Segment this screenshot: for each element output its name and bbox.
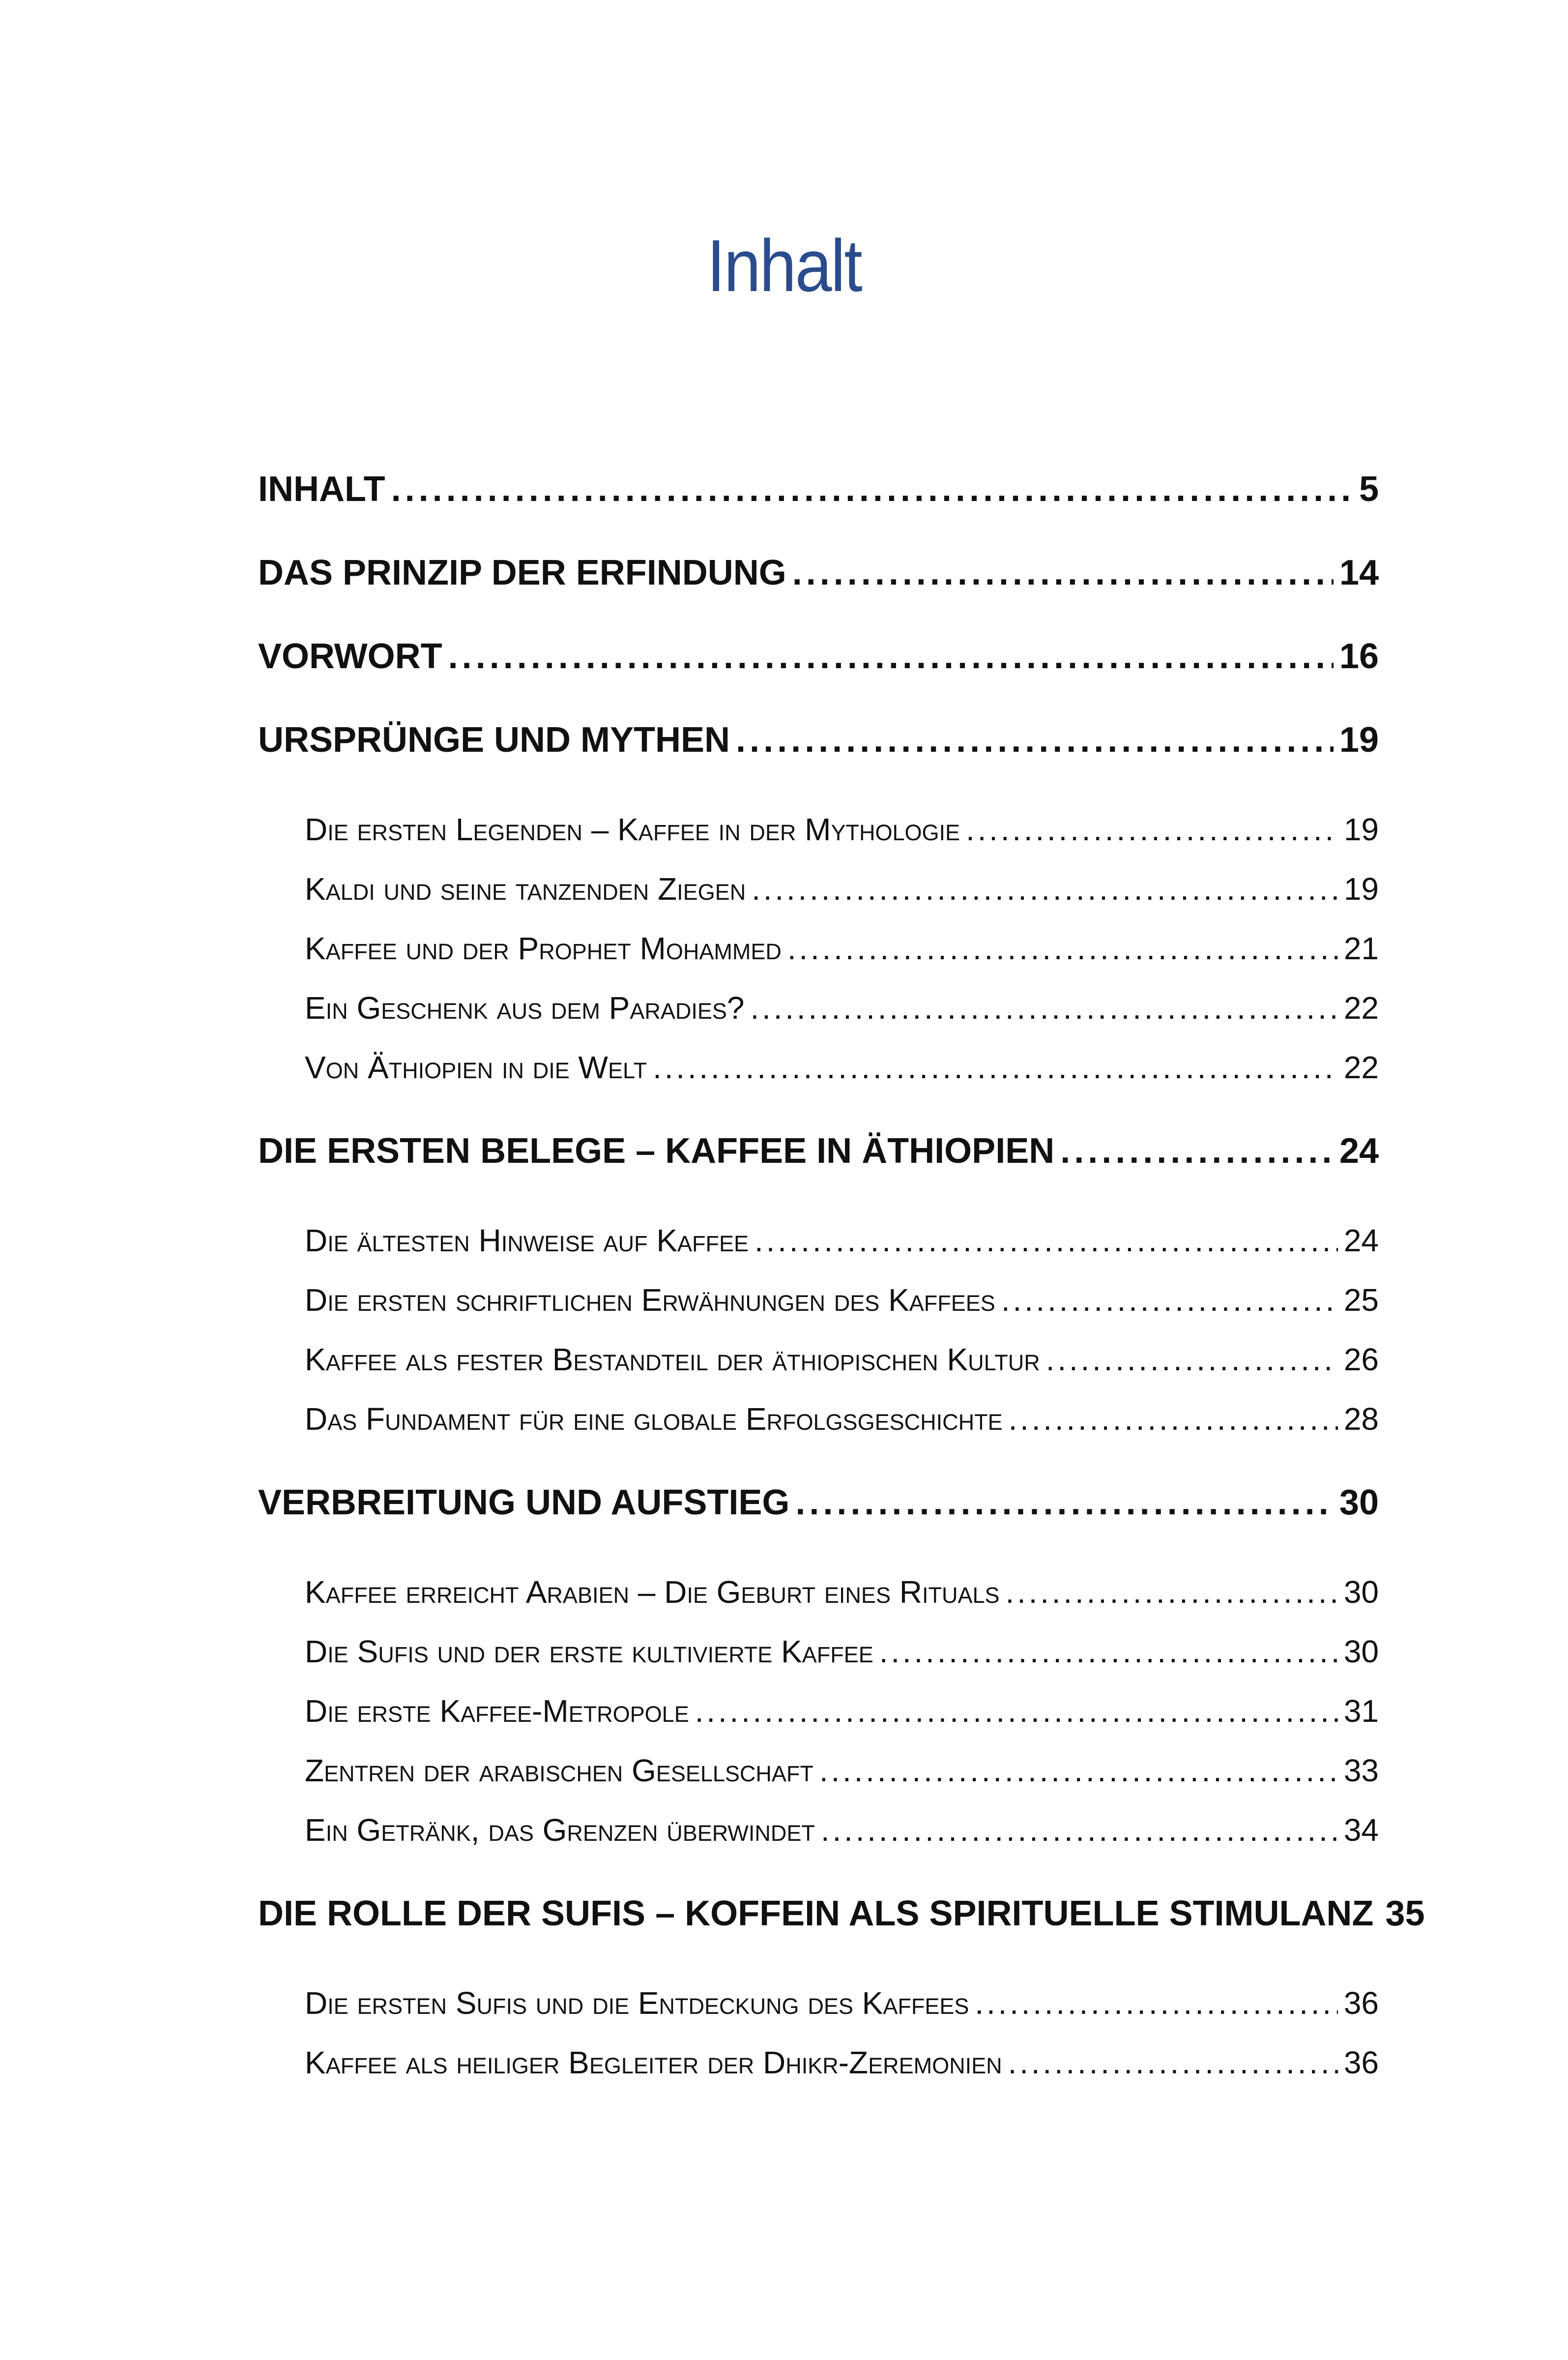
toc-section-entry[interactable] [305, 1216, 1379, 1275]
toc-page-number: 14 [1339, 553, 1379, 592]
toc-section-entry[interactable] [305, 805, 1379, 864]
toc-section-entry[interactable] [305, 1394, 1379, 1478]
toc-entry-label: Das Fundament für eine globale Erfolgsgeschichte [305, 1401, 1003, 1437]
toc-leader-dots [736, 715, 1334, 765]
page-title: Inhalt [706, 224, 862, 307]
toc-leader-dots [695, 1686, 1338, 1736]
toc-page-number: 30 [1339, 1483, 1379, 1522]
toc-chapter-entry[interactable] [258, 632, 1379, 715]
toc-page-number: 25 [1343, 1282, 1379, 1318]
toc-entry-label: Von Äthiopien in die Welt [305, 1050, 647, 1085]
toc-entry-label: Ein Geschenk aus dem Paradies? [305, 990, 745, 1026]
toc-entry-label: DAS PRINZIP DER ERFINDUNG [258, 553, 786, 592]
toc-entry-label: Die ältesten Hinweise auf Kaffee [305, 1223, 749, 1258]
toc-page-number: 21 [1343, 931, 1379, 966]
toc-page-number: 30 [1343, 1634, 1379, 1669]
toc-section-entry[interactable] [305, 1275, 1379, 1335]
toc-page-number: 19 [1343, 871, 1379, 907]
toc-chapter-entry[interactable] [258, 715, 1379, 805]
toc-section-entry[interactable] [305, 1567, 1379, 1627]
toc-entry-label: INHALT [258, 470, 385, 509]
toc-leader-dots [391, 465, 1353, 514]
toc-page-number: 33 [1343, 1753, 1379, 1788]
toc-leader-dots [448, 632, 1334, 681]
toc-leader-dots [755, 1216, 1338, 1265]
toc-leader-dots [751, 983, 1338, 1032]
toc-section-entry[interactable] [305, 2038, 1379, 2097]
toc-entry-label: Kaffee als fester Bestandteil der äthiopischen Kultur [305, 1342, 1040, 1377]
toc-section-entry[interactable] [305, 1335, 1379, 1394]
toc-page-number: 28 [1343, 1401, 1379, 1437]
toc-page-number: 19 [1343, 812, 1379, 847]
toc-leader-dots [1009, 1394, 1338, 1444]
toc-entry-label: Die Sufis und der erste kultivierte Kaffee [305, 1634, 873, 1669]
toc-entry-label: Die ersten Legenden – Kaffee in der Mythologie [305, 812, 960, 847]
toc-leader-dots [1060, 1126, 1334, 1176]
toc-section-entry[interactable] [305, 924, 1379, 983]
toc-leader-dots [787, 924, 1338, 973]
toc-leader-dots [795, 1478, 1334, 1527]
toc-section-entry[interactable] [305, 1686, 1379, 1746]
toc-leader-dots [819, 1746, 1338, 1795]
toc-page-number: 24 [1339, 1131, 1379, 1171]
toc-section-entry[interactable] [305, 1043, 1379, 1126]
toc-entry-label: VORWORT [258, 637, 442, 676]
toc-entry-label: Kaffee als heiliger Begleiter der Dhikr-Zeremonien [305, 2045, 1002, 2080]
toc-section-entry[interactable] [305, 864, 1379, 924]
toc-chapter-entry[interactable] [258, 1126, 1379, 1216]
toc-page-number: 34 [1343, 1812, 1379, 1848]
toc-leader-dots [1001, 1275, 1338, 1325]
toc-page-number: 22 [1343, 1050, 1379, 1085]
toc-page-number: 36 [1343, 1985, 1379, 2021]
toc-leader-dots [1006, 1567, 1338, 1617]
toc-section-entry[interactable] [305, 1978, 1379, 2038]
toc-entry-label: Kaffee erreicht Arabien – Die Geburt eines Rituals [305, 1574, 1000, 1610]
toc-page-number: 5 [1359, 470, 1379, 509]
toc-entry-label: Kaldi und seine tanzenden Ziegen [305, 871, 746, 907]
toc-page-number: 16 [1339, 637, 1379, 676]
toc-section-entry[interactable] [305, 1746, 1379, 1805]
toc-leader-dots [653, 1043, 1338, 1092]
toc-chapter-entry[interactable] [258, 1478, 1379, 1567]
toc-entry-label: Kaffee und der Prophet Mohammed [305, 931, 782, 966]
toc-chapter-entry[interactable] [258, 465, 1379, 548]
toc-leader-dots [1046, 1335, 1338, 1384]
toc-page-number: 26 [1343, 1342, 1379, 1377]
toc-chapter-entry[interactable] [258, 1889, 1425, 1978]
toc-page-number: 19 [1339, 720, 1379, 760]
toc-entry-label: Die ersten schriftlichen Erwähnungen des Kaffees [305, 1282, 995, 1318]
toc-leader-dots [1008, 2038, 1338, 2087]
toc-entry-label: Zentren der arabischen Gesellschaft [305, 1753, 813, 1788]
toc-leader-dots [879, 1627, 1338, 1676]
toc-entry-label: Die ersten Sufis und die Entdeckung des Kaffees [305, 1985, 969, 2021]
table-of-contents [258, 465, 1425, 2097]
toc-page-number: 35 [1385, 1894, 1425, 1933]
toc-page-number: 24 [1343, 1223, 1379, 1258]
toc-section-entry[interactable] [305, 1805, 1379, 1889]
toc-leader-dots [975, 1978, 1337, 2028]
toc-entry-label: DIE ERSTEN BELEGE – KAFFEE IN ÄTHIOPIEN [258, 1131, 1055, 1171]
toc-entry-label: Ein Getränk, das Grenzen überwindet [305, 1812, 815, 1848]
toc-section-entry[interactable] [305, 983, 1379, 1043]
toc-page-number: 36 [1343, 2045, 1379, 2080]
toc-chapter-entry[interactable] [258, 548, 1379, 632]
toc-leader-dots [752, 864, 1338, 914]
toc-entry-label: Die erste Kaffee-Metropole [305, 1693, 689, 1729]
toc-entry-label: DIE ROLLE DER SUFIS – KOFFEIN ALS SPIRITUELLE STIMULANZ [258, 1894, 1374, 1933]
toc-leader-dots [792, 548, 1334, 597]
toc-leader-dots [821, 1805, 1338, 1855]
toc-entry-label: URSPRÜNGE UND MYTHEN [258, 720, 730, 760]
toc-page-number: 30 [1343, 1574, 1379, 1610]
toc-leader-dots [966, 805, 1338, 854]
toc-page-number: 31 [1343, 1693, 1379, 1729]
toc-entry-label: VERBREITUNG UND AUFSTIEG [258, 1483, 790, 1522]
toc-page-number: 22 [1343, 990, 1379, 1026]
toc-section-entry[interactable] [305, 1627, 1379, 1686]
